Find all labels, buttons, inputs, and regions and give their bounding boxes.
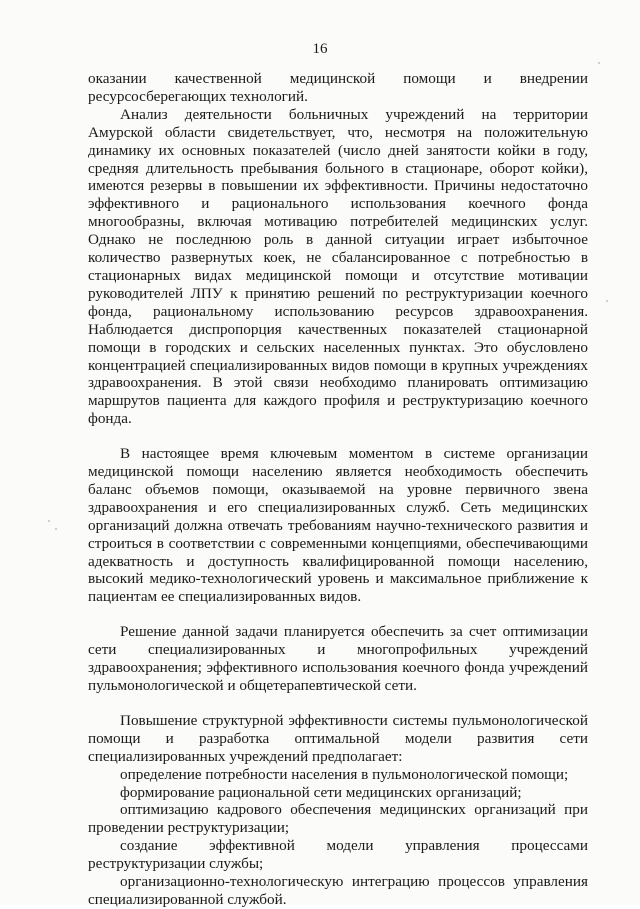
list-item: оптимизацию кадрового обеспечения медицинских организаций при проведении реструктуризации; xyxy=(88,801,588,837)
paragraph-efficiency: Повышение структурной эффективности системы пульмонологической помощи и разработка оптимальной модели развития сети специализированных учреждений предполагает: xyxy=(88,711,588,765)
paragraph-continuation: оказании качественной медицинской помощи и внедрении ресурсосберегающих технологий. xyxy=(88,70,588,105)
scan-speck xyxy=(48,520,50,522)
list-item: определение потребности населения в пульмонологической помощи; xyxy=(120,765,569,783)
body-text xyxy=(88,70,588,909)
paragraph-key-moment: В настоящее время ключевым моментом в системе организации медицинской помощи населению является необходимость обеспечить баланс объемов помощи, оказываемой на уровне первичного звена здравоохранения и его специализированных служб. Сеть медицинских организаций должна отвечать требованиям научно-технического развития и строиться в соответствии с современными концепциями, обеспечивающими адекватность и доступность квалифицированной помощи населению, высокий медико-технологический уровень и максимальное приближение к пациентам ее специализированных видов. xyxy=(88,445,588,606)
list-item: создание эффективной модели управления процессами реструктуризации службы; xyxy=(88,837,588,873)
paragraph-analysis: Анализ деятельности больничных учреждений на территории Амурской области свидетельствует, что, несмотря на положительную динамику их основных показателей (число дней занятости койки в году, средняя длительность пребывания больного в стационаре, оборот койки), имеются резервы в повышении их эффективности. Причины недостаточно эффективного и рационального использования коечного фонда многообразны, включая мотивацию потребителей медицинских услуг. Однако не последнюю роль в данной ситуации играет избыточное количество развернутых коек, не сбалансированное с потребностью в стационарных видах медицинской помощи и отсутствие мотивации руководителей ЛПУ к принятию решений по реструктуризации коечного фонда, рациональному использованию ресурсов здравоохранения. Наблюдается диспропорция качественных показателей стационарной помощи в городских и сельских населенных пунктах. Это обусловлено концентрацией специализированных видов помощи в крупных учреждениях здравоохранения. В этой связи необходимо планировать оптимизацию маршрутов пациента для каждого профиля и реструктуризацию коечного фонда. xyxy=(88,105,588,428)
list-item: организационно-технологическую интеграцию процессов управления специализированной службой. xyxy=(88,873,588,908)
scan-speck xyxy=(606,300,608,302)
scan-speck xyxy=(55,528,57,530)
paragraph-task-solution: Решение данной задачи планируется обеспечить за счет оптимизации сети специализированных и многопрофильных учреждений здравоохранения; эффективного использования коечного фонда учреждений пульмонологической и общетерапевтической сети. xyxy=(88,623,588,694)
scan-speck xyxy=(598,62,600,64)
page-number: 16 xyxy=(312,41,328,57)
list-item: формирование рациональной сети медицинских организаций; xyxy=(120,783,522,801)
